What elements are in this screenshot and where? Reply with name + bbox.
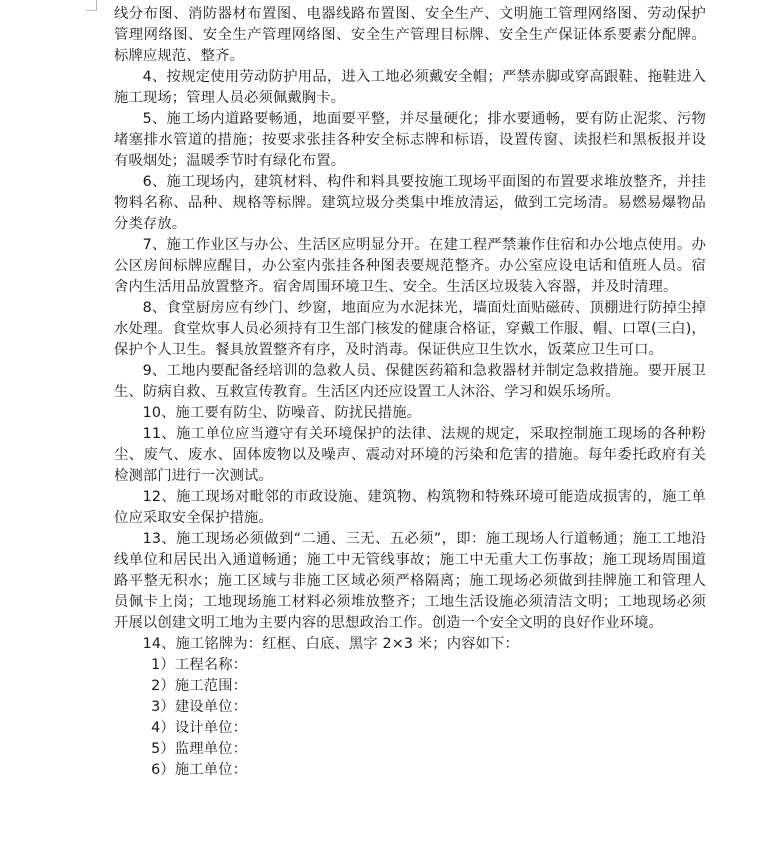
- paragraph-item-14: 14、施工铭牌为：红框、白底、黑字 2×3 米；内容如下：: [142, 636, 519, 652]
- paragraph-item-8: 8、食堂厨房应有纱门、纱窗，地面应为水泥抹光，墙面灶面贴磁砖、顶棚进行防掉尘掉水处理。食堂炊事人员必须持有卫生部门核发的健康合格证，穿戴工作服、帽、口罩(三白)，保护个人卫生。餐具放置整齐有序，及时消毒。保证供应卫生饮水，饭菜应卫生可口。: [114, 300, 706, 358]
- paragraph-item-7: 7、施工作业区与办公、生活区应明显分开。在建工程严禁兼作住宿和办公地点使用。办公区房间标牌应醒目，办公室内张挂各种图表要规范整齐。办公室应设电话和值班人员。宿舍内生活用品放置整齐。宿舍周围环境卫生、安全。生活区垃圾装入容器，并及时清理。: [114, 237, 706, 295]
- page-corner-mark-left: [86, 0, 97, 11]
- paragraph-item-4: 4、按规定使用劳动防护用品，进入工地必须戴安全帽；严禁赤脚或穿高跟鞋、拖鞋进入施工现场；管理人员必须佩戴胸卡。: [114, 69, 706, 106]
- list-item-supervisor: 5）监理单位：: [151, 741, 248, 757]
- document-body: [114, 4, 706, 781]
- list-item-designer: 4）设计单位：: [151, 720, 248, 736]
- paragraph-item-5: 5、施工场内道路要畅通，地面要平整，并尽量硬化；排水要通畅，要有防止泥浆、污物堵塞排水管道的措施；按要求张挂各种安全标志牌和标语，设置传窗、读报栏和黑板报并设有吸烟处；温暖季节时有绿化布置。: [114, 111, 706, 169]
- paragraph-item-6: 6、施工现场内，建筑材料、构件和料具要按施工现场平面图的布置要求堆放整齐，并挂物料名称、品种、规格等标牌。建筑垃圾分类集中堆放清运，做到工完场清。易燃易爆物品分类存放。: [114, 174, 706, 232]
- paragraph-item-12: 12、施工现场对毗邻的市政设施、建筑物、构筑物和特殊环境可能造成损害的，施工单位应采取安全保护措施。: [114, 489, 706, 526]
- continued-paragraph: 线分布图、消防器材布置图、电器线路布置图、安全生产、文明施工管理网络图、劳动保护管理网络图、安全生产管理网络图、安全生产管理目标牌、安全生产保证体系要素分配牌。标牌应规范、整齐。: [114, 6, 706, 64]
- list-item-project-name: 1）工程名称：: [151, 657, 248, 673]
- list-item-construction-scope: 2）施工范围：: [151, 678, 248, 694]
- list-item-contractor-cut-off: 6）施工单位：: [151, 762, 248, 778]
- paragraph-item-9: 9、工地内要配备经培训的急救人员、保健医药箱和急救器材并制定急救措施。要开展卫生、防病自救、互救宣传教育。生活区内还应设置工人沐浴、学习和娱乐场所。: [114, 363, 706, 400]
- paragraph-item-13: 13、施工现场必须做到“二通、三无、五必须”，即：施工现场人行道畅通；施工工地沿线单位和居民出入通道畅通；施工中无管线事故；施工中无重大工伤事故；施工现场周围道路平整无积水；施工区域与非施工区域必须严格隔离；施工现场必须做到挂牌施工和管理人员佩卡上岗；工地现场施工材料必须堆放整齐；工地生活设施必须清洁文明；工地现场必须开展以创建文明工地为主要内容的思想政治工作。创造一个安全文明的良好作业环境。: [114, 531, 706, 631]
- list-item-developer: 3）建设单位：: [151, 699, 248, 715]
- paragraph-item-10: 10、施工要有防尘、防噪音、防扰民措施。: [142, 405, 422, 421]
- paragraph-item-11: 11、施工单位应当遵守有关环境保护的法律、法规的规定，采取控制施工现场的各种粉尘、废气、废水、固体废物以及噪声、震动对环境的污染和危害的措施。每年委托政府有关检测部门进行一次测试。: [114, 426, 706, 484]
